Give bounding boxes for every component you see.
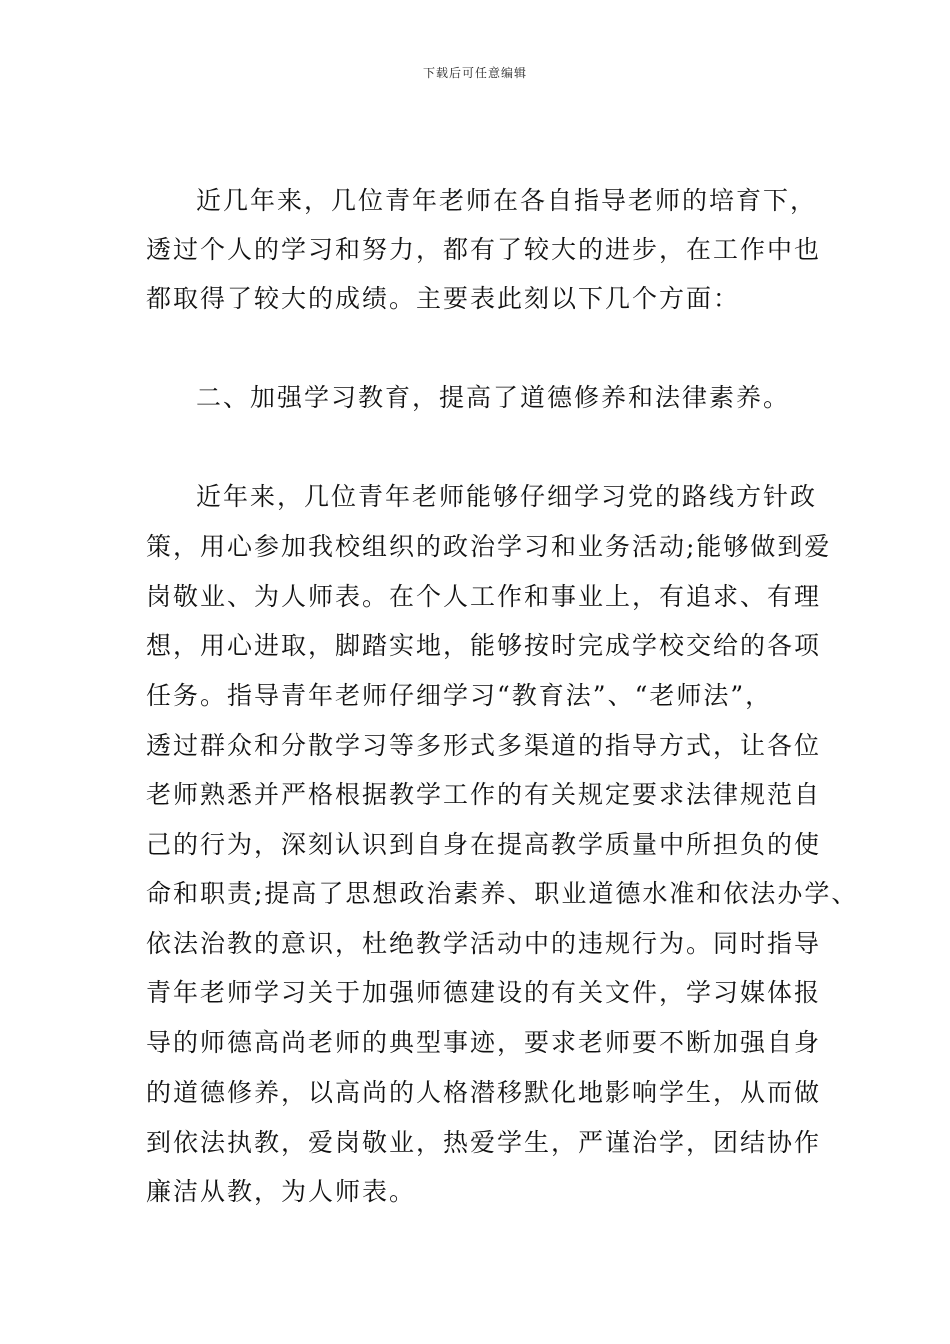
paragraph-line: 到依法执教，爱岗敬业，热爱学生，严谨治学，团结协作 xyxy=(146,1128,822,1157)
page-header: 下载后可任意编辑 xyxy=(422,66,527,80)
paragraph-line: 近年来，几位青年老师能够仔细学习党的路线方针政 xyxy=(196,482,818,511)
paragraph-line: 青年老师学习关于加强师德建设的有关文件，学习媒体报 xyxy=(146,978,822,1007)
paragraph-line: 的道德修养，以高尚的人格潜移默化地影响学生，从而做 xyxy=(146,1078,822,1107)
paragraph-line: 导的师德高尚老师的典型事迹，要求老师要不断加强自身 xyxy=(146,1028,822,1057)
paragraph-line: 老师熟悉并严格根据教学工作的有关规定要求法律规范自 xyxy=(146,780,822,809)
paragraph-line: 廉洁从教，为人师表。 xyxy=(146,1177,417,1206)
paragraph-line: 近几年来，几位青年老师在各自指导老师的培育下， xyxy=(196,186,818,215)
paragraph-line: 透过个人的学习和努力，都有了较大的进步，在工作中也 xyxy=(146,235,822,264)
section-heading: 二、加强学习教育，提高了道德修养和法律素养。 xyxy=(196,383,791,412)
paragraph-line: 都取得了较大的成绩。主要表此刻以下几个方面： xyxy=(146,284,741,313)
paragraph-line: 岗敬业、为人师表。在个人工作和事业上，有追求、有理 xyxy=(146,582,822,611)
paragraph-line: 透过群众和分散学习等多形式多渠道的指导方式，让各位 xyxy=(146,731,822,760)
paragraph-line: 命和职责;提高了思想政治素养、职业道德水准和依法办学、 xyxy=(146,879,859,908)
paragraph-line: 策，用心参加我校组织的政治学习和业务活动;能够做到爱 xyxy=(146,532,832,561)
paragraph-line: 任务。指导青年老师仔细学习“教育法”、“老师法”， xyxy=(146,681,773,710)
paragraph-line: 想，用心进取，脚踏实地，能够按时完成学校交给的各项 xyxy=(146,631,822,660)
paragraph-line: 己的行为，深刻认识到自身在提高教学质量中所担负的使 xyxy=(146,830,822,859)
paragraph-line: 依法治教的意识，杜绝教学活动中的违规行为。同时指导 xyxy=(146,929,822,958)
